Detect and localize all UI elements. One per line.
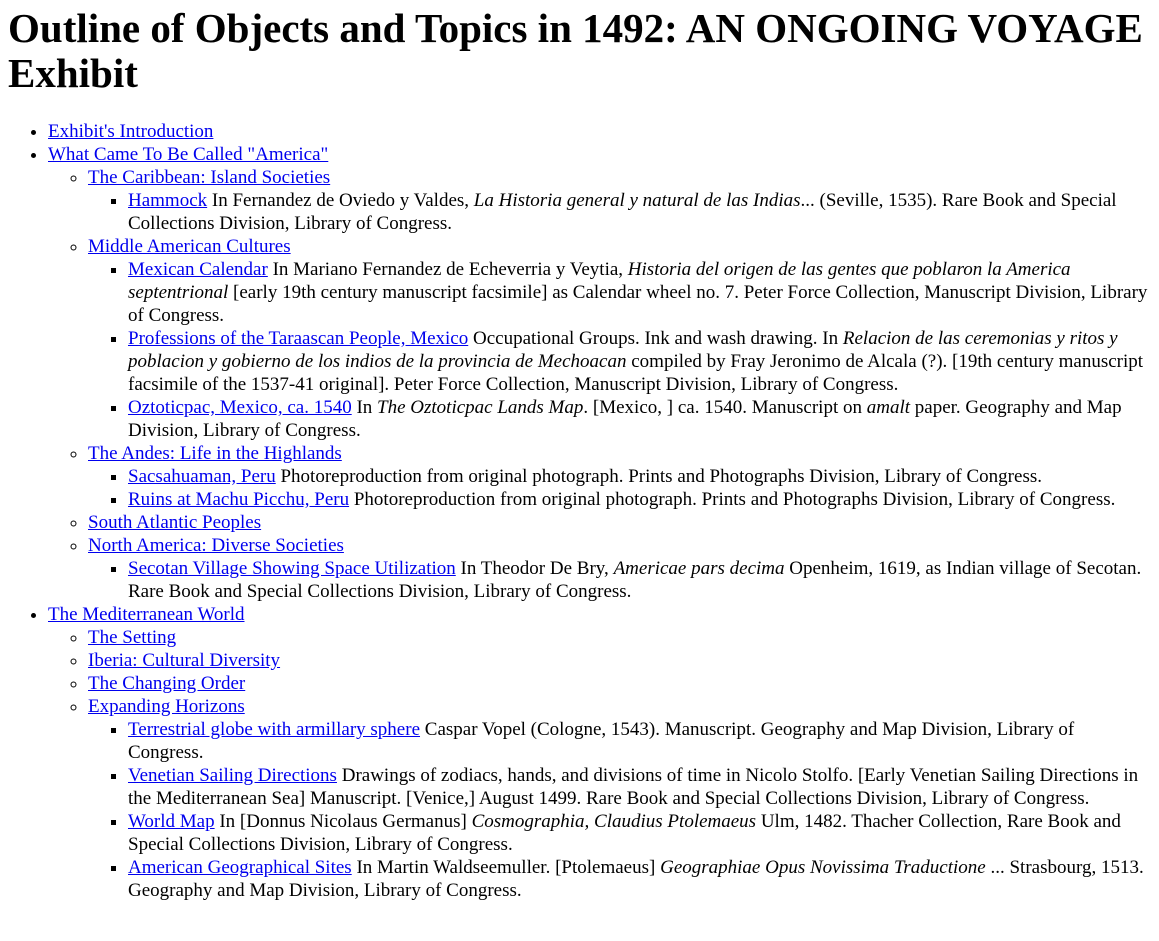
object-citation: ... (Seville, 1535). Rare Book and Special Collections Division, Library of Congress. bbox=[128, 190, 1117, 234]
object-item bbox=[128, 396, 1151, 442]
object-item bbox=[128, 189, 1151, 235]
section-link-north-america-diverse-societies[interactable]: North America: Diverse Societies bbox=[88, 535, 344, 556]
section-link-iberia-cultural-diversity[interactable]: Iberia: Cultural Diversity bbox=[88, 650, 281, 671]
object-citation: In Mariano Fernandez de Echeverria y Veytia, bbox=[267, 259, 628, 280]
object-citation: [early 19th century manuscript facsimile] as Calendar wheel no. 7. Peter Force Collection, Manuscript Division, Library of Congress. bbox=[128, 282, 1148, 326]
object-citation: In bbox=[351, 397, 378, 418]
outline-section bbox=[88, 695, 1151, 902]
page bbox=[0, 6, 1159, 902]
object-item bbox=[128, 810, 1151, 856]
section-link-south-atlantic-peoples[interactable]: South Atlantic Peoples bbox=[88, 512, 262, 533]
object-link-terrestrial-globe-with-armillary-sphere[interactable]: Terrestrial globe with armillary sphere bbox=[128, 719, 421, 740]
outline-section bbox=[88, 626, 1151, 649]
outline-section bbox=[88, 166, 1151, 235]
object-citation: Photoreproduction from original photograph. Prints and Photographs Division, Library of Congress. bbox=[349, 489, 1116, 510]
object-title: amalt bbox=[866, 397, 911, 418]
section-list bbox=[48, 626, 1151, 902]
outline-section bbox=[88, 649, 1151, 672]
object-list bbox=[88, 258, 1151, 442]
object-citation: In [Donnus Nicolaus Germanus] bbox=[214, 811, 472, 832]
outline-topic bbox=[48, 120, 1151, 143]
object-link-secotan-village-showing-space-utilization[interactable]: Secotan Village Showing Space Utilization bbox=[128, 558, 456, 579]
object-citation: Caspar Vopel (Cologne, 1543). Manuscript. Geography and Map Division, Library of Congress. bbox=[128, 719, 1075, 763]
outline-section bbox=[88, 511, 1151, 534]
object-citation: ... Strasbourg, 1513. Geography and Map Division, Library of Congress. bbox=[128, 857, 1144, 901]
outline-section bbox=[88, 235, 1151, 442]
object-citation: Openheim, 1619, as Indian village of Secotan. Rare Book and Special Collections Division, Library of Congress. bbox=[128, 558, 1142, 602]
topic-link-exhibit-s-introduction[interactable]: Exhibit's Introduction bbox=[48, 121, 214, 142]
section-link-the-andes-life-in-the-highlands[interactable]: The Andes: Life in the Highlands bbox=[88, 443, 342, 464]
object-item bbox=[128, 488, 1151, 511]
page-title: Outline of Objects and Topics in 1492: AN ONGOING VOYAGE Exhibit bbox=[8, 5, 1143, 96]
outline-topic bbox=[48, 603, 1151, 902]
outline-section bbox=[88, 534, 1151, 603]
object-citation: Ulm, 1482. Thacher Collection, Rare Book and Special Collections Division, Library of Congress. bbox=[128, 811, 1121, 855]
object-citation: Photoreproduction from original photograph. Prints and Photographs Division, Library of Congress. bbox=[275, 466, 1042, 487]
object-item bbox=[128, 764, 1151, 810]
object-list bbox=[88, 465, 1151, 511]
object-link-american-geographical-sites[interactable]: American Geographical Sites bbox=[128, 857, 352, 878]
object-citation: In Theodor De Bry, bbox=[455, 558, 614, 579]
section-link-the-changing-order[interactable]: The Changing Order bbox=[88, 673, 246, 694]
object-link-ruins-at-machu-picchu-peru[interactable]: Ruins at Machu Picchu, Peru bbox=[128, 489, 350, 510]
object-link-hammock[interactable]: Hammock bbox=[128, 190, 208, 211]
object-item bbox=[128, 258, 1151, 327]
object-item bbox=[128, 327, 1151, 396]
object-link-sacsahuaman-peru[interactable]: Sacsahuaman, Peru bbox=[128, 466, 276, 487]
object-list bbox=[88, 557, 1151, 603]
object-item bbox=[128, 856, 1151, 902]
section-link-the-caribbean-island-societies[interactable]: The Caribbean: Island Societies bbox=[88, 167, 331, 188]
object-title: La Historia general y natural de las Indias bbox=[473, 190, 801, 211]
object-item bbox=[128, 465, 1151, 488]
object-link-oztoticpac-mexico-ca-1540[interactable]: Oztoticpac, Mexico, ca. 1540 bbox=[128, 397, 352, 418]
outline-list bbox=[8, 120, 1151, 902]
object-citation: . [Mexico, ] ca. 1540. Manuscript on bbox=[583, 397, 867, 418]
section-link-middle-american-cultures[interactable]: Middle American Cultures bbox=[88, 236, 291, 257]
outline-topic bbox=[48, 143, 1151, 603]
object-citation: paper. Geography and Map Division, Library of Congress. bbox=[128, 397, 1122, 441]
object-title: Cosmographia, Claudius Ptolemaeus bbox=[471, 811, 757, 832]
object-link-venetian-sailing-directions[interactable]: Venetian Sailing Directions bbox=[128, 765, 337, 786]
object-title: Americae pars decima bbox=[613, 558, 785, 579]
object-link-professions-of-the-taraascan-people-mexico[interactable]: Professions of the Taraascan People, Mexico bbox=[128, 328, 469, 349]
object-citation: In Fernandez de Oviedo y Valdes, bbox=[207, 190, 474, 211]
outline-section bbox=[88, 442, 1151, 511]
object-citation: In Martin Waldseemuller. [Ptolemaeus] bbox=[351, 857, 661, 878]
object-citation: Drawings of zodiacs, hands, and divisions of time in Nicolo Stolfo. [Early Venetian Sailing Directions in the Mediterranean Sea] Manuscript. [Venice,] August 1499. Rare Book and Special Collections Division, Library of Congress. bbox=[128, 765, 1139, 809]
section-link-the-setting[interactable]: The Setting bbox=[88, 627, 177, 648]
object-citation: compiled by Fray Jeronimo de Alcala (?). [19th century manuscript facsimile of the 1537-41 original]. Peter Force Collection, Manuscript Division, Library of Congress. bbox=[128, 351, 1144, 395]
object-item bbox=[128, 557, 1151, 603]
topic-link-what-came-to-be-called-america[interactable]: What Came To Be Called "America" bbox=[48, 144, 329, 165]
section-link-expanding-horizons[interactable]: Expanding Horizons bbox=[88, 696, 245, 717]
object-title: Relacion de las ceremonias y ritos y poblacion y gobierno de los indios de la provincia de Mechoacan bbox=[128, 328, 1118, 372]
object-list bbox=[88, 718, 1151, 902]
object-link-mexican-calendar[interactable]: Mexican Calendar bbox=[128, 259, 268, 280]
object-link-world-map[interactable]: World Map bbox=[128, 811, 215, 832]
topic-link-the-mediterranean-world[interactable]: The Mediterranean World bbox=[48, 604, 245, 625]
object-title: Geographiae Opus Novissima Traductione bbox=[660, 857, 986, 878]
object-title: The Oztoticpac Lands Map bbox=[377, 397, 584, 418]
object-list bbox=[88, 189, 1151, 235]
object-item bbox=[128, 718, 1151, 764]
section-list bbox=[48, 166, 1151, 603]
object-citation: Occupational Groups. Ink and wash drawing. In bbox=[468, 328, 843, 349]
outline-section bbox=[88, 672, 1151, 695]
object-title: Historia del origen de las gentes que poblaron la America septentrional bbox=[128, 259, 1071, 303]
